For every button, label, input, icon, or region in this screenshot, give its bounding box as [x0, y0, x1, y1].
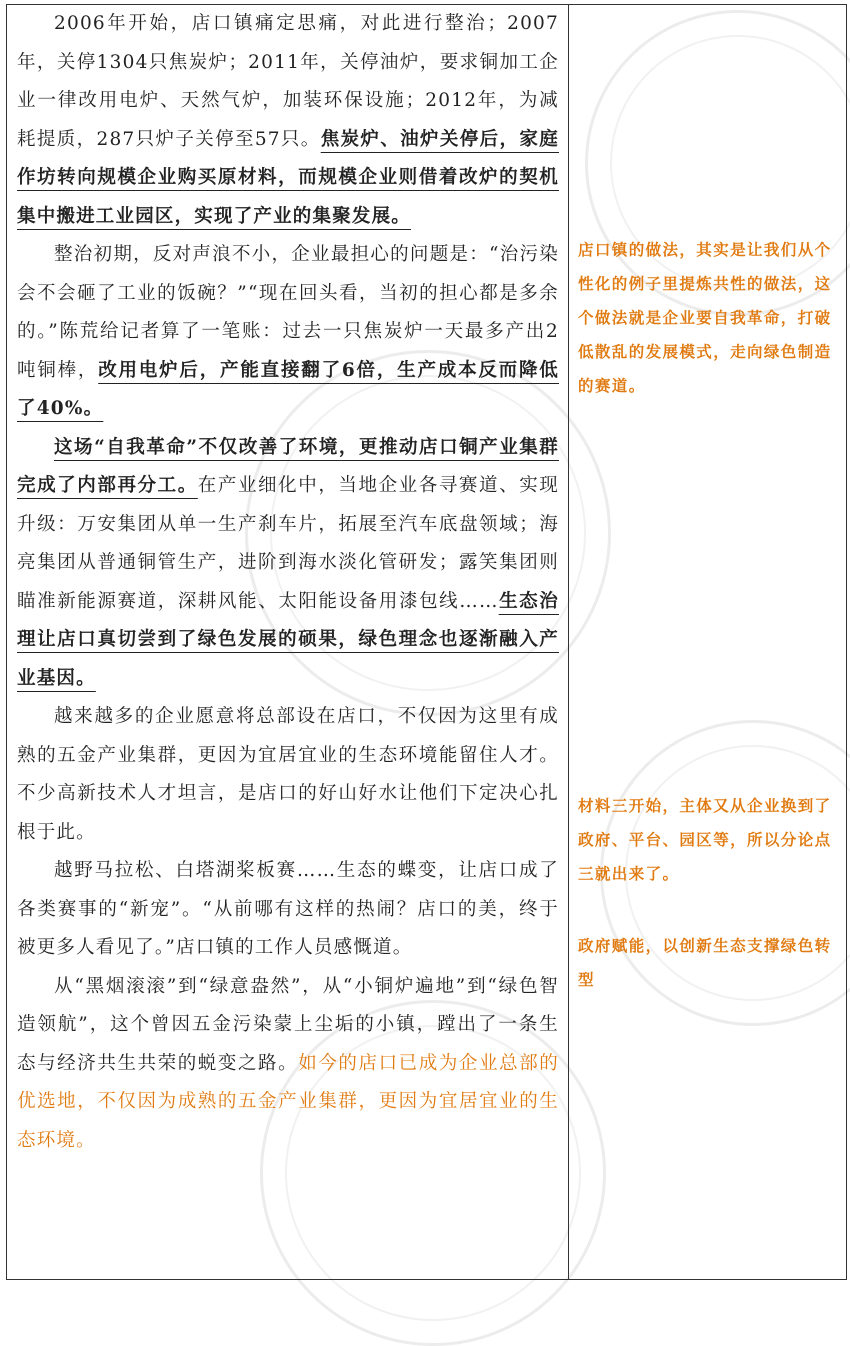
text-run: 越来越多的企业愿意将总部设在店口，不仅因为这里有成熟的五金产业集群，更因为宜居宜业的生态环境能留住人才。不少高新技术人才坦言，是店口的好山好水让他们下定决心扎根于此。 — [17, 706, 559, 843]
paragraph-5 — [17, 852, 559, 968]
underlined-key-sentence: 改用电炉后，产能直接翻了6倍，生产成本反而降低了40%。 — [17, 359, 559, 419]
underlined-key-sentence: 这场“自我革命”不仅改善了环境，更推动店口铜产业集群完成了内部再分工。 — [17, 436, 559, 496]
annotation-table — [6, 4, 847, 1280]
article-column — [17, 5, 559, 1160]
text-run: 2006年开始，店口镇痛定思痛，对此进行整治；2007年，关停1304只焦炭炉；2011年，关停油炉，要求铜加工企业一律改用电炉、天然气炉，加装环保设施；2012年，为减耗提质，287只炉子关停至57只。 — [17, 13, 559, 150]
paragraph-4 — [17, 698, 559, 852]
text-run: 在产业细化中，当地企业各寻赛道、实现升级：万安集团从单一生产刹车片，拓展至汽车底盘领域；海亮集团从普通铜管生产，进阶到海水淡化管研发；露笑集团则瞄准新能源赛道，深耕风能、太阳能设备用漆包线…… — [17, 475, 559, 612]
underlined-key-sentence: 焦炭炉、油炉关停后，家庭作坊转向规模企业购买原材料，而规模企业则借着改炉的契机集中搬进工业园区，实现了产业的集聚发展。 — [17, 128, 559, 227]
column-divider — [568, 5, 569, 1279]
paragraph-1 — [17, 5, 559, 236]
text-run: 越野马拉松、白塔湖桨板赛……生态的蝶变，让店口成了各类赛事的“新宠”。“从前哪有这样的热闹？店口的美，终于被更多人看见了。”店口镇的工作人员感慨道。 — [17, 860, 559, 958]
margin-note-1: 店口镇的做法，其实是让我们从个性化的例子里提炼共性的做法，这个做法就是企业要自我革命，打破低散乱的发展模式，走向绿色制造的赛道。 — [578, 240, 832, 395]
paragraph-6 — [17, 968, 559, 1161]
paragraph-3 — [17, 429, 559, 699]
text-run: 整治初期，反对声浪不小，企业最担心的问题是：“治污染会不会砸了工业的饭碗？”“现在回头看，当初的担心都是多余的。”陈荒给记者算了一笔账：过去一只焦炭炉一天最多产出2吨铜棒， — [17, 244, 559, 381]
text-run: 从“黑烟滚滚”到“绿意盎然”，从“小铜炉遍地”到“绿色智造领航”，这个曾因五金污染蒙上尘垢的小镇，蹚出了一条生态与经济共生共荣的蜕变之路。 — [17, 975, 559, 1074]
highlighted-sentence: 如今的店口已成为企业总部的优选地，不仅因为成熟的五金产业集群，更因为宜居宜业的生态环境。 — [17, 1052, 559, 1151]
margin-note-2: 材料三开始，主体又从企业换到了政府、平台、园区等，所以分论点三就出来了。 — [578, 796, 832, 883]
paragraph-2 — [17, 236, 559, 429]
underlined-key-sentence: 生态治理让店口真切尝到了绿色发展的硕果，绿色理念也逐渐融入产业基因。 — [17, 590, 559, 689]
margin-note-3: 政府赋能，以创新生态支撑绿色转型 — [578, 936, 832, 989]
